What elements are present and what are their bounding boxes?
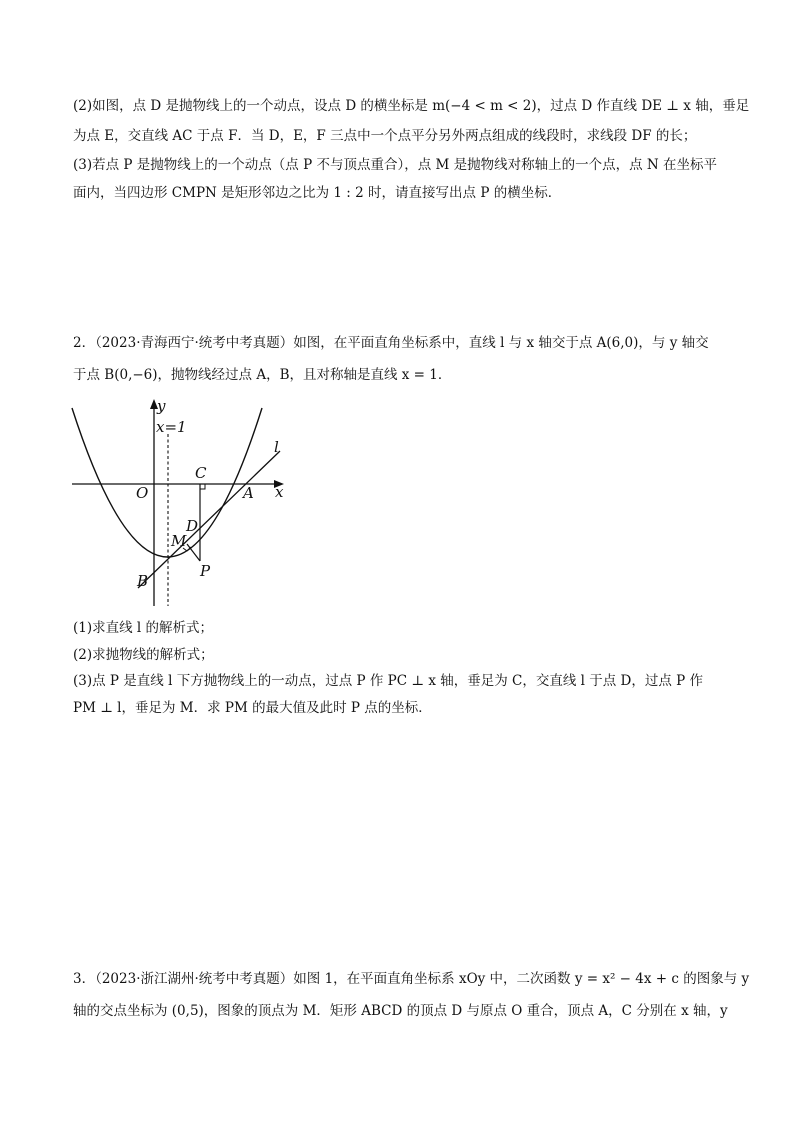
label-y: y — [157, 397, 166, 415]
right-angle-mark-c — [200, 484, 205, 489]
problem3-header-line1: 3．（2023·浙江湖州·统考中考真题）如图 1，在平面直角坐标系 xOy 中，二次函数 y = x² − 4x + c 的图象与 y — [73, 971, 750, 987]
label-axis-eq: x=1 — [156, 418, 187, 436]
problem2-header-line2: 于点 B(0,−6)，抛物线经过点 A，B，且对称轴是直线 x = 1． — [73, 367, 452, 383]
label-c: C — [195, 464, 207, 482]
problem2-q2: (2)求抛物线的解析式； — [73, 647, 214, 663]
label-m: M — [171, 532, 187, 550]
label-b: B — [137, 572, 149, 590]
problem3-header-line2: 轴的交点坐标为 (0,5)，图象的顶点为 M．矩形 ABCD 的顶点 D 与原点 O 重合，顶点 A，C 分别在 x 轴，y — [73, 1003, 728, 1019]
label-d: D — [186, 517, 199, 535]
problem2-q3-line1: (3)点 P 是直线 l 下方抛物线上的一动点，过点 P 作 PC ⊥ x 轴，垂足为 C，交直线 l 于点 D，过点 P 作 — [73, 673, 704, 689]
label-p: P — [200, 562, 211, 580]
label-l: l — [274, 438, 279, 456]
problem2-q1: (1)求直线 l 的解析式； — [73, 620, 214, 636]
label-a: A — [243, 484, 254, 502]
problem2-figure — [68, 396, 294, 612]
problem2-q3-line2: PM ⊥ l，垂足为 M．求 PM 的最大值及此时 P 点的坐标． — [73, 700, 432, 716]
label-o: O — [136, 484, 149, 502]
problem1-q2-line1: (2)如图，点 D 是抛物线上的一个动点，设点 D 的横坐标是 m(−4 < m < 2)，过点 D 作直线 DE ⊥ x 轴，垂足 — [73, 98, 750, 114]
problem1-q3-line2: 面内，当四边形 CMPN 是矩形邻边之比为 1 : 2 时，请直接写出点 P 的横坐标． — [73, 185, 562, 201]
problem1-q3-line1: (3)若点 P 是抛物线上的一个动点（点 P 不与顶点重合），点 M 是抛物线对称轴上的一个点，点 N 在坐标平 — [73, 157, 718, 173]
problem2-header-line1: 2．（2023·青海西宁·统考中考真题）如图，在平面直角坐标系中，直线 l 与 x 轴交于点 A(6,0)，与 y 轴交 — [73, 335, 709, 351]
label-x: x — [275, 483, 284, 501]
problem1-q2-line2: 为点 E，交直线 AC 于点 F．当 D，E，F 三点中一个点平分另外两点组成的线段时，求线段 DF 的长； — [73, 128, 697, 144]
